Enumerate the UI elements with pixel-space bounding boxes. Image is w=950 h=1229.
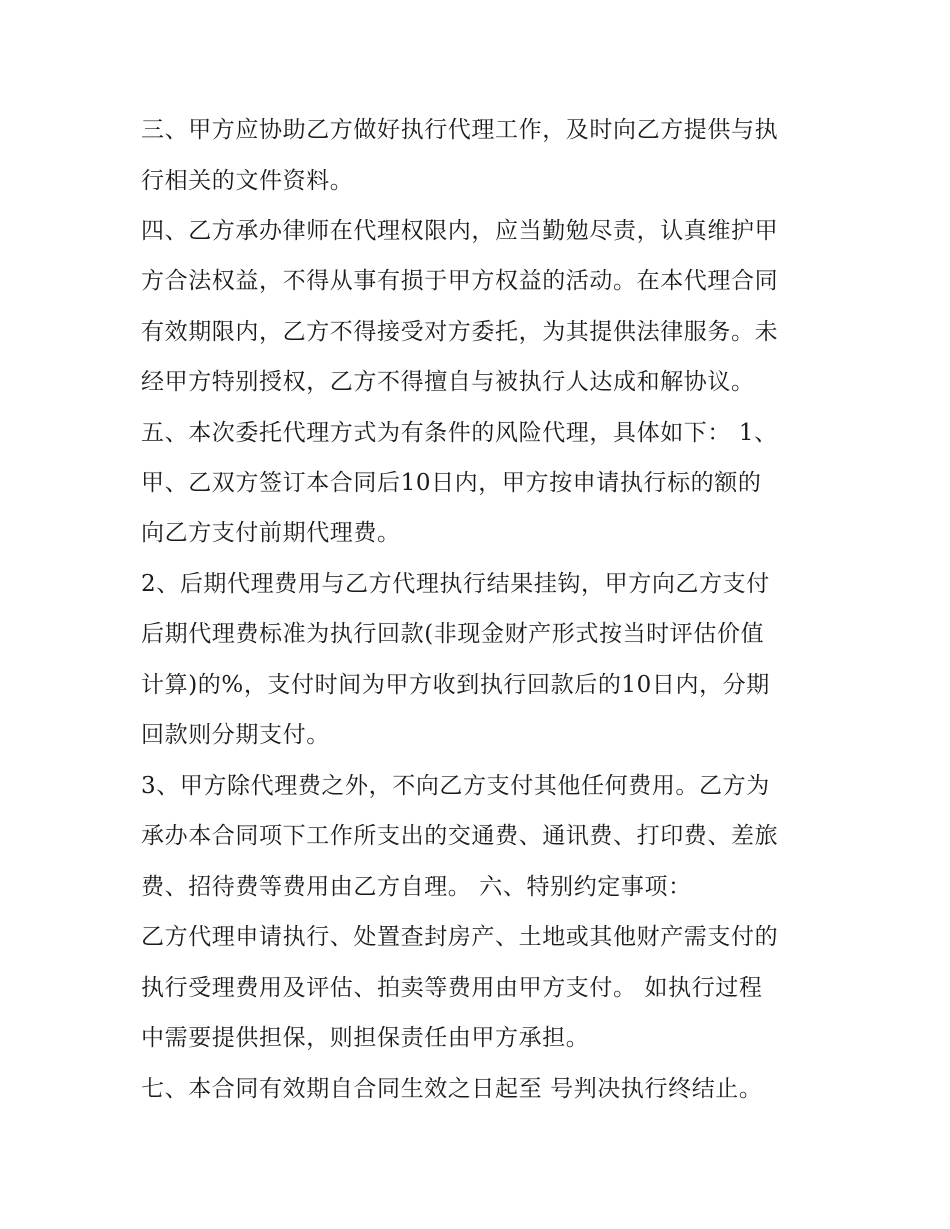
clause-5-item-3-line-3: 费、招待费等费用由乙方自理。 六、特别约定事项： xyxy=(141,874,692,900)
clause-5-line-2: 甲、乙双方签订本合同后10日内，甲方按申请执行标的额的 xyxy=(141,470,762,496)
clause-5-item-3-line-1: 3、甲方除代理费之外，不向乙方支付其他任何费用。乙方为 xyxy=(141,773,770,799)
clause-5-item-2-line-2: 后期代理费标准为执行回款(非现金财产形式按当时评估价值 xyxy=(141,621,765,647)
clause-6-line-3: 中需要提供担保，则担保责任由甲方承担。 xyxy=(141,1025,590,1051)
clause-3-line-2: 行相关的文件资料。 xyxy=(141,168,354,194)
clause-4-line-1: 四、乙方承办律师在代理权限内，应当勤勉尽责，认真维护甲 xyxy=(141,218,779,244)
clause-4-line-3: 有效期限内，乙方不得接受对方委托，为其提供法律服务。未 xyxy=(141,319,779,345)
clause-4-line-4: 经甲方特别授权，乙方不得擅自与被执行人达成和解协议。 xyxy=(141,369,755,395)
clause-5-item-2-line-4: 回款则分期支付。 xyxy=(141,722,330,748)
clause-5-item-3-line-2: 承办本合同项下工作所支出的交通费、通讯费、打印费、差旅 xyxy=(141,823,779,849)
clause-6-line-1: 乙方代理申请执行、处置查封房产、土地或其他财产需支付的 xyxy=(141,924,779,950)
clause-4-line-2: 方合法权益，不得从事有损于甲方权益的活动。在本代理合同 xyxy=(141,268,779,294)
clause-3-line-1: 三、甲方应协助乙方做好执行代理工作，及时向乙方提供与执 xyxy=(141,117,779,143)
clause-5-item-2-line-3: 计算)的%，支付时间为甲方收到执行回款后的10日内，分期 xyxy=(141,672,770,698)
clause-7-line-1: 七、本合同有效期自合同生效之日起至 号判决执行终结止。 xyxy=(141,1076,763,1102)
clause-5-item-2-line-1: 2、后期代理费用与乙方代理执行结果挂钩，甲方向乙方支付 xyxy=(141,571,770,597)
clause-5-line-1: 五、本次委托代理方式为有条件的风险代理，具体如下： 1、 xyxy=(141,420,778,446)
clause-5-line-3: 向乙方支付前期代理费。 xyxy=(141,520,401,546)
clause-6-line-2: 执行受理费用及评估、拍卖等费用由甲方支付。 如执行过程 xyxy=(141,975,763,1001)
